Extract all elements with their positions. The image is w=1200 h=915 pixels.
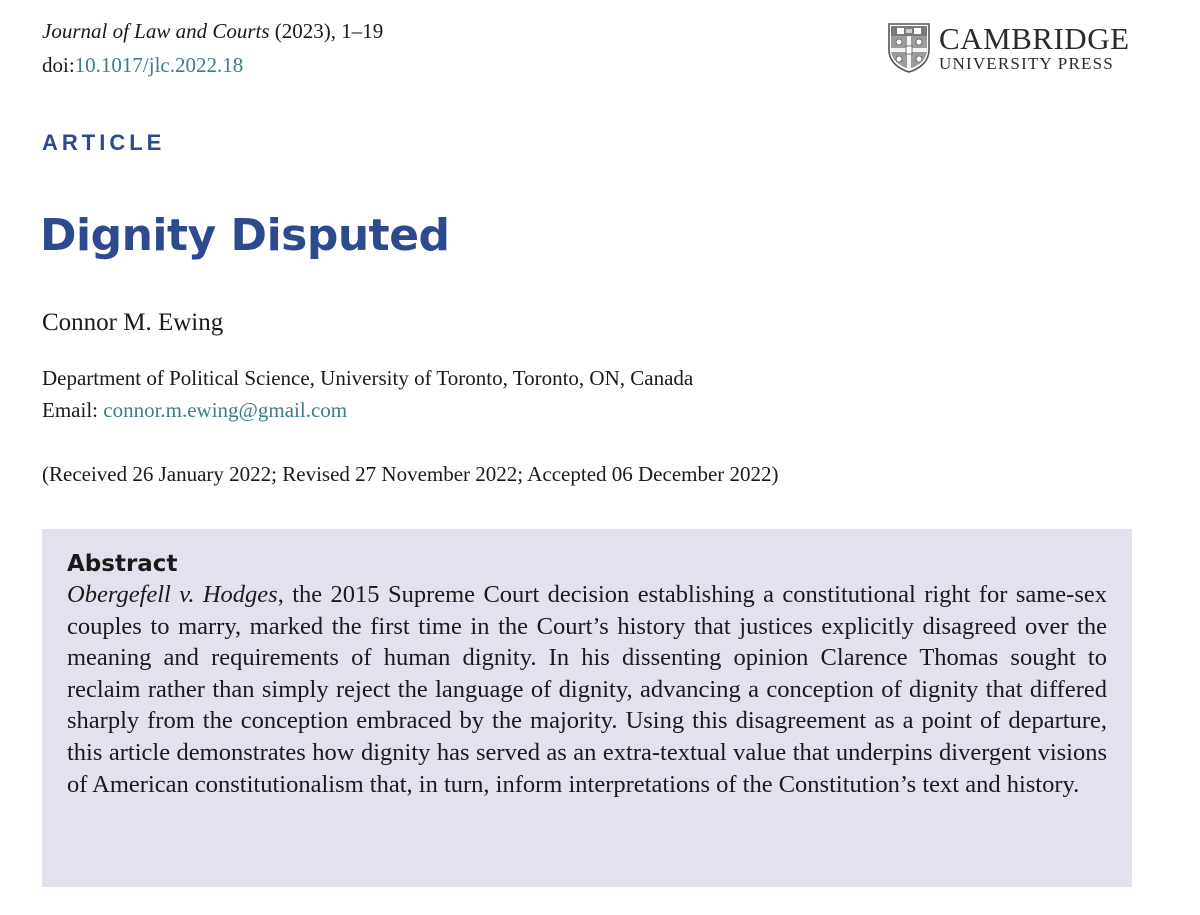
abstract-body-text: , the 2015 Supreme Court decision establishing a constitutional right for same-sex couples to marry, marked the first time in the Court’s history that justices explicitly disagreed over the meaning and requirements of human dignity. In his dissenting opinion Clarence Thomas sought to reclaim rather than simply reject the language of dignity, advancing a conception of dignity that differed sharply from the conception embraced by the majority. Using this disagreement as a point of departure, this article demonstrates how dignity has served as an extra-textual value that underpins divergent visions of American constitutionalism that, in turn, inform interpretations of the Constitution’s text and history. — [67, 581, 1107, 798]
article-dates: (Received 26 January 2022; Revised 27 November 2022; Accepted 06 December 2022) — [42, 462, 779, 486]
abstract-text — [67, 579, 1107, 800]
author-email-line — [42, 396, 347, 424]
doi-link[interactable]: 10.1017/jlc.2022.18 — [74, 53, 244, 77]
doi-line — [42, 52, 243, 78]
article-type-label: ARTICLE — [42, 130, 166, 155]
publisher-name: CAMBRIDGE — [939, 21, 1130, 56]
abstract-case-name: Obergefell v. Hodges — [67, 581, 278, 608]
abstract-box — [42, 529, 1132, 887]
article-title: Dignity Disputed — [40, 210, 450, 261]
journal-year-pages: (2023), 1–19 — [269, 19, 384, 43]
cambridge-shield-icon — [887, 22, 931, 74]
journal-citation — [42, 18, 383, 44]
email-label: Email: — [42, 398, 104, 422]
doi-prefix: doi: — [42, 53, 75, 77]
author-affiliation: Department of Political Science, University of Toronto, Toronto, ON, Canada — [42, 366, 694, 390]
publisher-subtitle: UNIVERSITY PRESS — [939, 54, 1114, 73]
email-link[interactable]: connor.m.ewing@gmail.com — [103, 398, 348, 422]
journal-name: Journal of Law and Courts — [42, 19, 270, 43]
author-name: Connor M. Ewing — [42, 309, 224, 336]
abstract-heading: Abstract — [67, 551, 178, 577]
publisher-logo — [887, 22, 1137, 76]
